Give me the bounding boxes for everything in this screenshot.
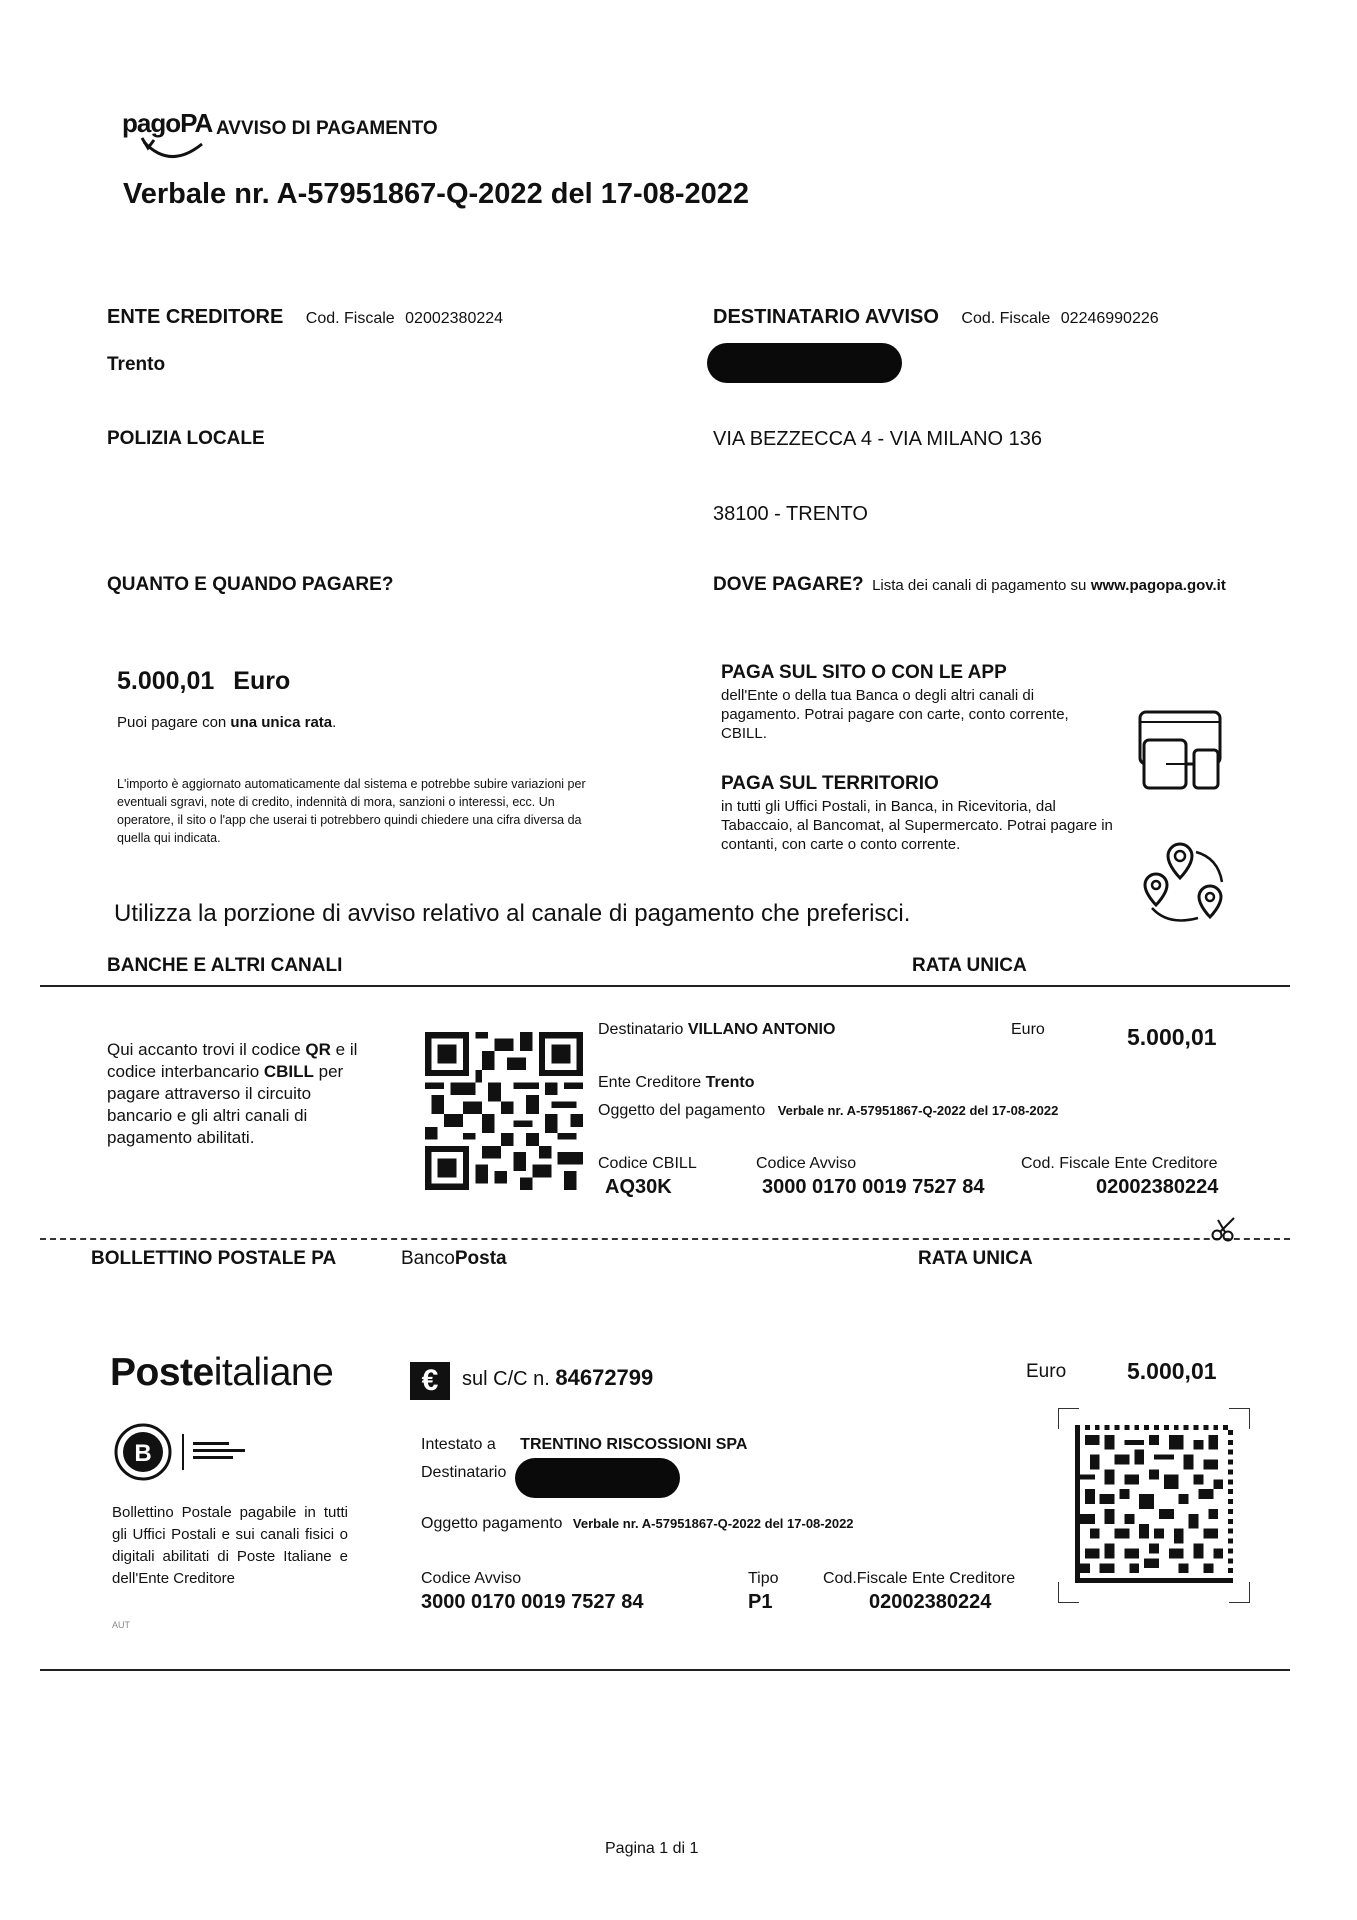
bancoposta-banco: Banco <box>401 1248 455 1269</box>
banche-dest-label: Destinatario <box>598 1021 684 1038</box>
banche-dest-name: VILLANO ANTONIO <box>687 1021 836 1038</box>
territorio-text: in tutti gli Uffici Postali, in Banca, in Ricevitoria, dal Tabaccaio, al Bancomat, al Supermercato. Potrai pagare in contanti, con carte o conto corrente. <box>721 798 1113 853</box>
banche-desc-1: Qui accanto trovi il codice <box>107 1040 306 1059</box>
svg-text:B: B <box>134 1440 152 1467</box>
quanto-rata <box>117 714 336 731</box>
bollettino-oggetto-label: Oggetto pagamento <box>421 1515 563 1532</box>
location-pins-icon <box>1138 838 1233 928</box>
bollettino-rata: RATA UNICA <box>918 1248 1033 1269</box>
bollettino-b-logo-icon <box>113 1422 283 1482</box>
banche-divider <box>40 985 1290 987</box>
poste-logo-bold: Poste <box>110 1351 214 1394</box>
banche-euro-label: Euro <box>1011 1021 1045 1038</box>
aut-mark: AUT <box>112 1620 130 1630</box>
banche-oggetto-label: Oggetto del pagamento <box>598 1102 766 1119</box>
bollettino-oggetto: Verbale nr. A-57951867-Q-2022 del 17-08-2022 <box>572 1516 854 1531</box>
bollettino-dest-label: Destinatario <box>421 1464 507 1481</box>
pagopa-logo <box>122 108 212 168</box>
banche-amount: 5.000,01 <box>1127 1024 1217 1050</box>
tipo-label: Tipo <box>748 1570 779 1587</box>
ente-name: Trento <box>107 354 166 375</box>
banche-ente-name: Trento <box>705 1074 755 1091</box>
quanto-amount-line <box>117 667 290 696</box>
quanto-rata-pre: Puoi pagare con <box>117 714 231 731</box>
ente-dept: POLIZIA LOCALE <box>107 428 265 449</box>
page-number: Pagina 1 di 1 <box>605 1840 699 1857</box>
banche-ente-label: Ente Creditore <box>598 1074 702 1091</box>
quanto-rata-bold: una unica rata <box>230 714 333 731</box>
destinatario-address-2: 38100 - TRENTO <box>713 503 868 525</box>
dove-site-link[interactable]: www.pagopa.gov.it <box>1090 577 1226 594</box>
dove-header <box>713 574 1226 596</box>
cc-number: 84672799 <box>555 1365 654 1390</box>
banche-oggetto: Verbale nr. A-57951867-Q-2022 del 17-08-2022 <box>777 1103 1059 1118</box>
dove-list-text: Lista dei canali di pagamento su <box>872 577 1087 594</box>
quanto-currency: Euro <box>233 667 291 695</box>
ente-cf-label: Cod. Fiscale <box>305 310 395 327</box>
destinatario-cf-label: Cod. Fiscale <box>961 310 1051 327</box>
dove-heading: DOVE PAGARE? <box>713 574 864 595</box>
banche-cfente-label: Cod. Fiscale Ente Creditore <box>1021 1155 1218 1172</box>
utilizza-text: Utilizza la porzione di avviso relativo al canale di pagamento che preferisci. <box>114 900 911 927</box>
pagopa-swoosh-icon <box>140 136 210 166</box>
bancoposta-label <box>401 1248 507 1270</box>
bollettino-cfente: 02002380224 <box>869 1591 992 1613</box>
bollettino-description: Bollettino Postale pagabile in tutti gli Uffici Postali e sui canali fisici o digitali abilitati di Poste Italiane e dell'Ente Creditore <box>112 1504 348 1587</box>
banche-desc-3: per pagare attraverso il circuito bancario e gli altri canali di pagamento abilitati. <box>107 1062 344 1147</box>
bottom-divider <box>40 1669 1290 1671</box>
intestato-line <box>421 1436 747 1454</box>
banche-rata: RATA UNICA <box>912 955 1027 976</box>
ente-header <box>107 306 503 329</box>
euro-badge-icon: € <box>410 1362 450 1400</box>
cc-line <box>462 1365 653 1391</box>
banche-avviso-label: Codice Avviso <box>756 1155 857 1172</box>
bancoposta-posta: Posta <box>454 1248 507 1269</box>
banche-ente-line <box>598 1074 755 1092</box>
banche-description <box>107 1039 377 1149</box>
cc-label: sul C/C n. <box>462 1368 550 1390</box>
banche-oggetto-line <box>598 1102 1058 1120</box>
tipo-value: P1 <box>748 1591 773 1613</box>
banche-desc-cbill: CBILL <box>263 1062 314 1081</box>
quanto-note: L'importo è aggiornato automaticamente dal sistema e potrebbe subire variazioni per eventuali sgravi, note di credito, indennità di mora, sanzioni o interessi, ecc. Un operatore, il sito o l'app che userai ti potrebbero quindi chiedere una cifra diversa da quella qui indicata. <box>117 777 586 845</box>
destinatario-address-1: VIA BEZZECCA 4 - VIA MILANO 136 <box>713 428 1043 450</box>
quanto-amount: 5.000,01 <box>117 667 215 695</box>
territorio-title: PAGA SUL TERRITORIO <box>721 773 939 794</box>
pagopa-logo-text: pagoPA <box>122 108 213 138</box>
poste-italiane-logo <box>110 1351 333 1395</box>
redacted-destinatario <box>515 1458 680 1498</box>
poste-logo-regular: italiane <box>213 1351 334 1394</box>
app-title: PAGA SUL SITO O CON LE APP <box>721 662 1007 683</box>
banche-dest-line <box>598 1021 835 1039</box>
bollettino-label: BOLLETTINO POSTALE PA <box>91 1248 337 1269</box>
bollettino-amount: 5.000,01 <box>1127 1358 1217 1384</box>
destinatario-label: DESTINATARIO AVVISO <box>713 306 939 328</box>
banche-cbill-label: Codice CBILL <box>598 1155 697 1172</box>
bollettino-euro-label: Euro <box>1026 1361 1067 1382</box>
document-title: AVVISO DI PAGAMENTO <box>216 118 438 139</box>
ente-label: ENTE CREDITORE <box>107 306 284 328</box>
intestato-label: Intestato a <box>421 1436 496 1453</box>
devices-icon <box>1136 708 1226 793</box>
bollettino-avviso: 3000 0170 0019 7527 84 <box>421 1591 644 1613</box>
banche-cfente: 02002380224 <box>1096 1176 1219 1198</box>
quanto-rata-post: . <box>332 714 337 731</box>
app-text: dell'Ente o della tua Banca o degli altri canali di pagamento. Potrai pagare con carte, conto corrente, CBILL. <box>721 687 1069 742</box>
bollettino-avviso-label: Codice Avviso <box>421 1570 522 1587</box>
scissors-icon <box>1210 1216 1242 1242</box>
banche-avviso: 3000 0170 0019 7527 84 <box>762 1176 985 1198</box>
quanto-heading: QUANTO E QUANDO PAGARE? <box>107 574 394 595</box>
banche-desc-qr: QR <box>305 1040 331 1059</box>
destinatario-header <box>713 306 1159 329</box>
datamatrix-code <box>1075 1425 1233 1583</box>
bollettino-oggetto-line <box>421 1515 854 1533</box>
ente-cf: 02002380224 <box>405 310 504 327</box>
bollettino-cfente-label: Cod.Fiscale Ente Creditore <box>823 1570 1016 1587</box>
document-subtitle: Verbale nr. A-57951867-Q-2022 del 17-08-2022 <box>123 178 750 210</box>
banche-cbill: AQ30K <box>605 1176 672 1198</box>
redacted-name <box>707 343 902 383</box>
banche-label: BANCHE E ALTRI CANALI <box>107 955 343 976</box>
intestato-value: TRENTINO RISCOSSIONI SPA <box>520 1436 748 1453</box>
banche-desc-2: e il codice interbancario <box>107 1040 358 1081</box>
qr-code-banche <box>425 1032 583 1190</box>
cut-line <box>40 1238 1290 1240</box>
destinatario-cf: 02246990226 <box>1060 310 1159 327</box>
